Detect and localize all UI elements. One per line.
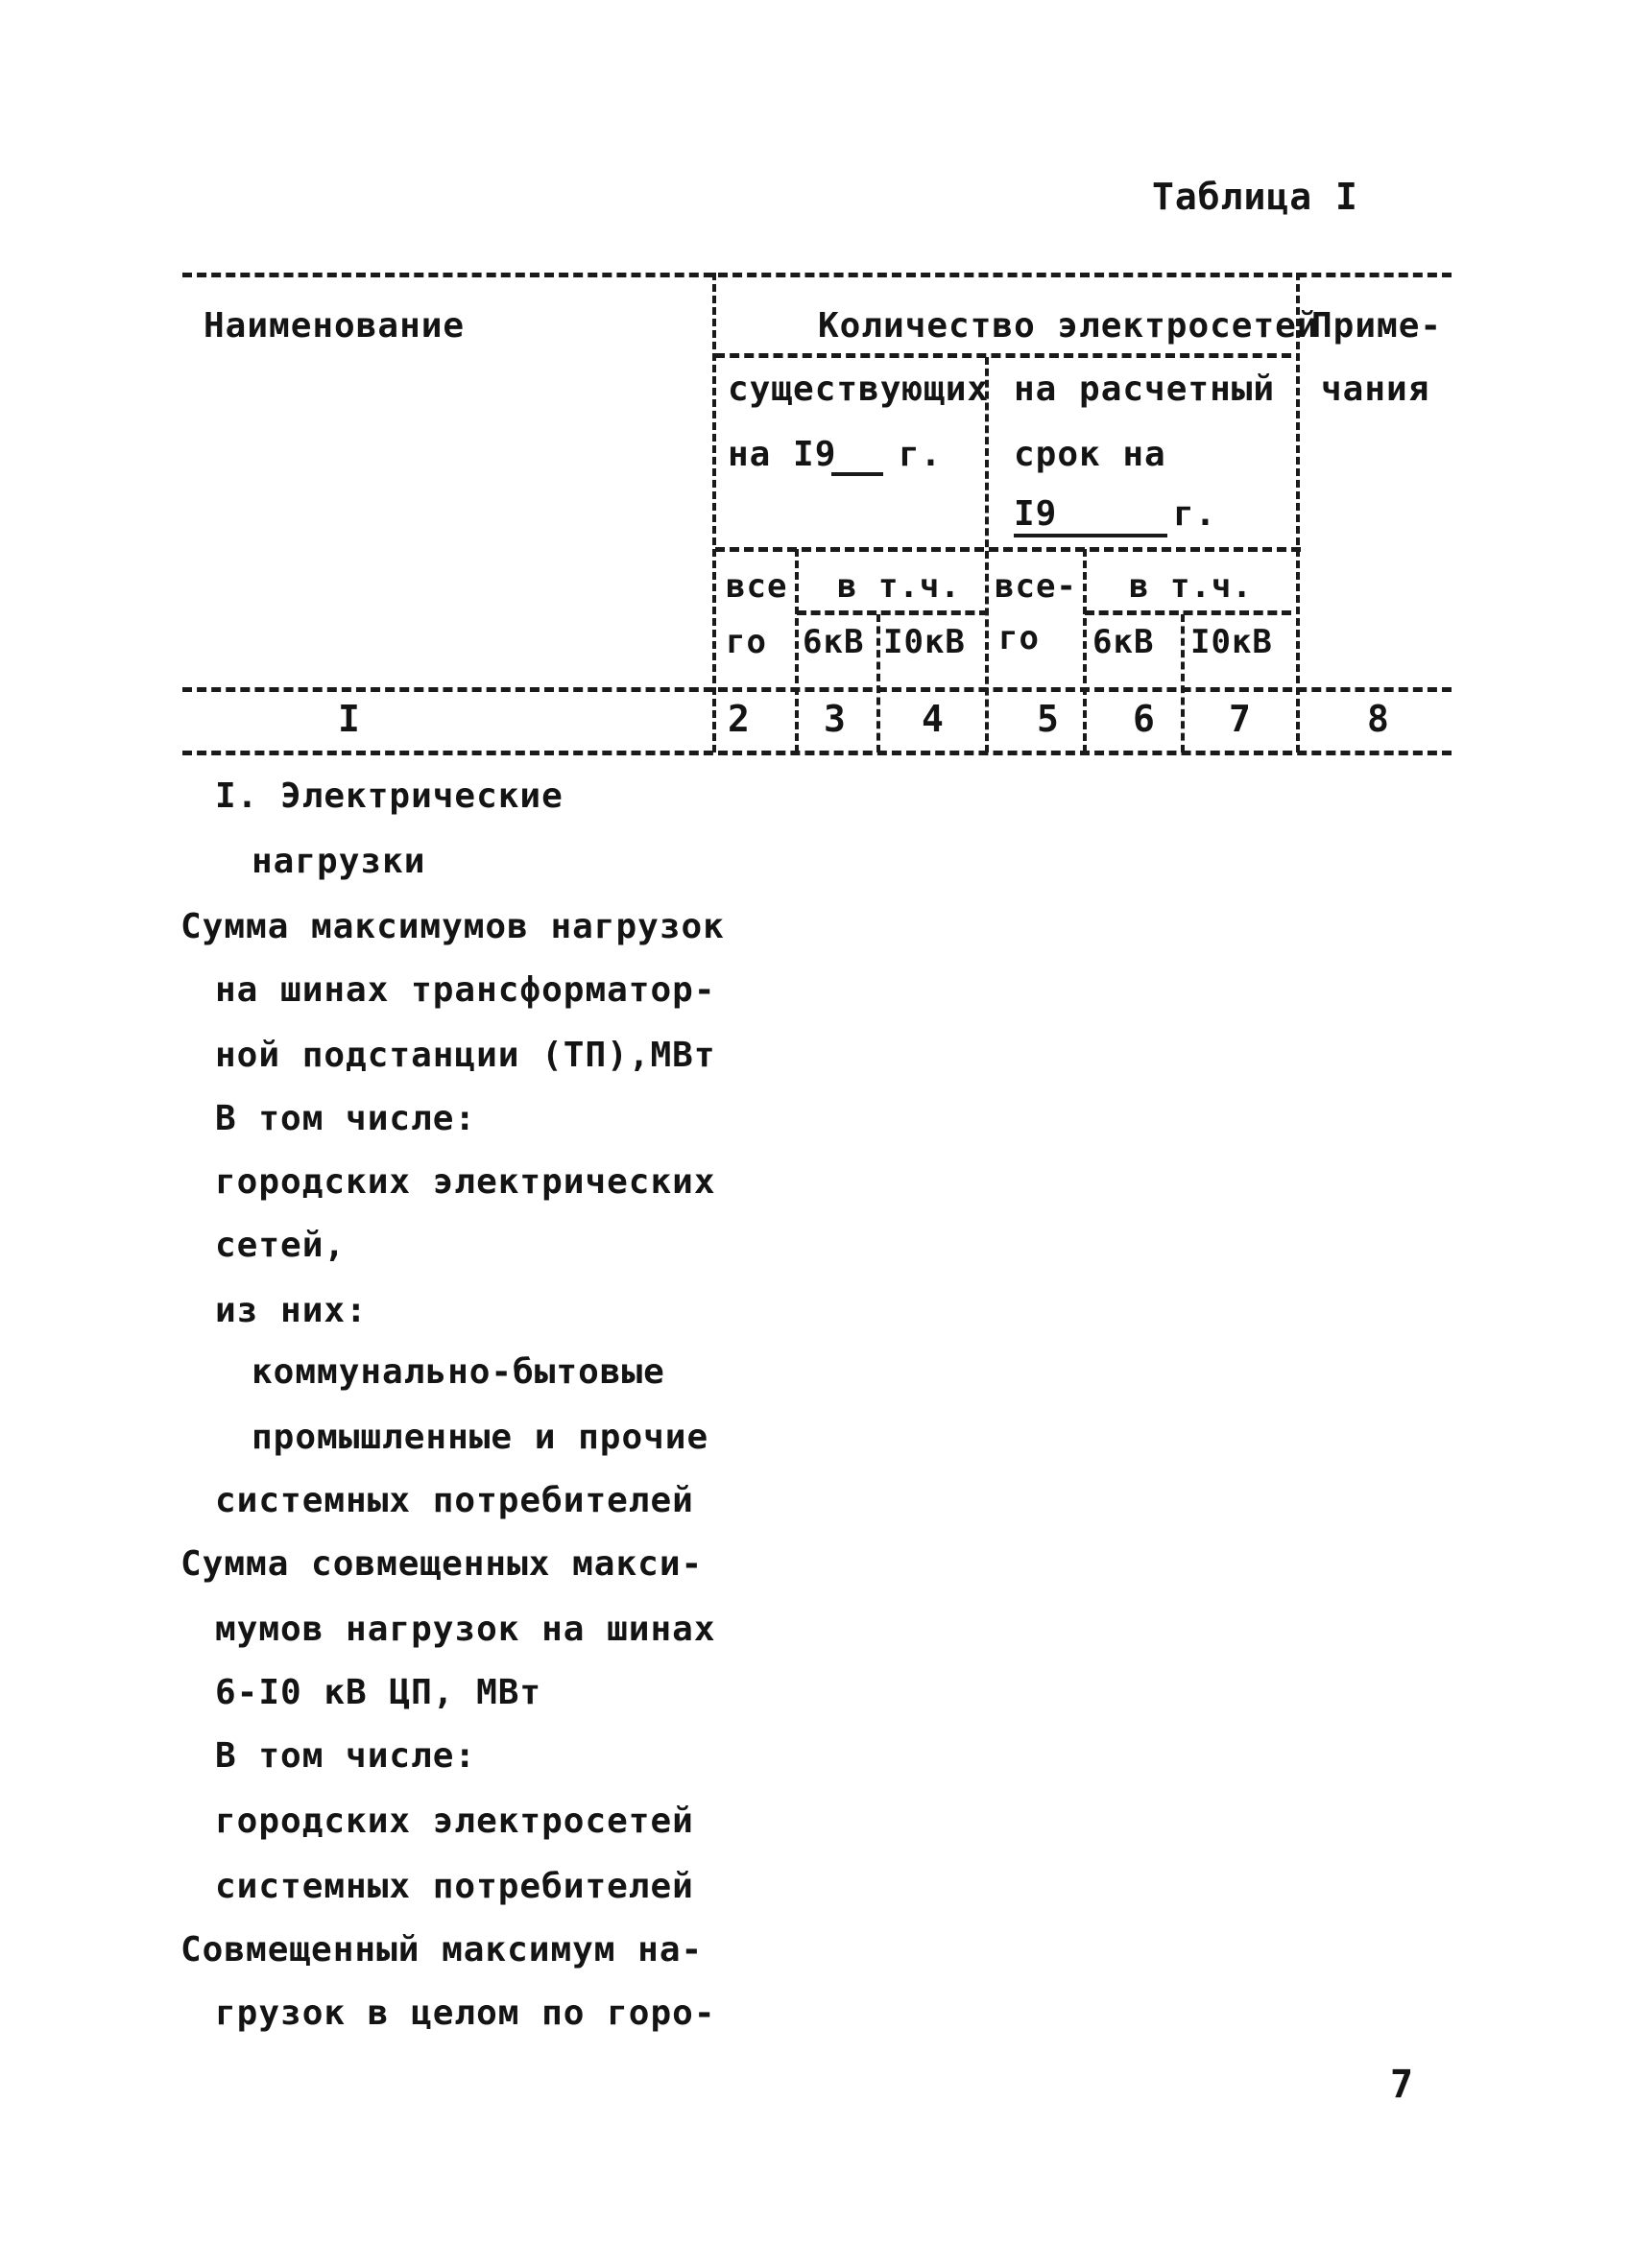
header-10kv-a: I0кВ xyxy=(883,623,966,661)
header-notes-2: чания xyxy=(1321,370,1430,409)
header-incl-a: в т.ч. xyxy=(837,567,961,606)
rule-v-total-a xyxy=(795,549,799,752)
row-label: сетей, xyxy=(215,1226,347,1265)
rule-v-total-b xyxy=(1083,549,1087,752)
row-label: В том числе: xyxy=(215,1099,477,1138)
row-label: I. Электрические xyxy=(215,776,564,816)
header-quantity: Количество электросетей xyxy=(818,306,1319,346)
header-6kv-b: 6кВ xyxy=(1092,623,1155,661)
col-number-2: 2 xyxy=(728,698,751,740)
row-label: мумов нагрузок на шинах xyxy=(215,1610,716,1649)
col-number-3: 3 xyxy=(824,698,847,740)
rule-header-bottom xyxy=(182,687,1452,692)
header-planned-3: I9 xyxy=(1014,494,1058,534)
rule-v-name xyxy=(712,273,716,752)
row-label: 6-I0 кВ ЦП, МВт xyxy=(215,1673,542,1712)
rule-numbers-bottom xyxy=(182,751,1452,755)
rule-v-period xyxy=(985,357,989,752)
header-existing-2: на I9 xyxy=(728,435,837,474)
header-incl-b: в т.ч. xyxy=(1129,567,1253,606)
row-label: коммунально-бытовые xyxy=(252,1352,665,1392)
planned-year-blank xyxy=(1014,534,1167,537)
col-number-7: 7 xyxy=(1229,698,1252,740)
row-label: городских электросетей xyxy=(215,1802,694,1841)
row-label: ной подстанции (ТП),МВт xyxy=(215,1036,716,1075)
row-label: системных потребителей xyxy=(215,1867,694,1906)
row-label: городских электрических xyxy=(215,1162,716,1202)
col-number-8: 8 xyxy=(1367,698,1390,740)
header-total-b-1: все- xyxy=(995,567,1077,606)
rule-incl-b xyxy=(1085,610,1291,615)
header-notes-1: Приме- xyxy=(1311,306,1443,346)
row-label: Сумма максимумов нагрузок xyxy=(180,907,725,946)
header-planned-1: на расчетный xyxy=(1014,370,1276,409)
header-total-a-2: го xyxy=(726,623,767,661)
col-number-4: 4 xyxy=(922,698,945,740)
col-number-1: I xyxy=(338,698,361,740)
header-planned-2: срок на xyxy=(1014,435,1166,474)
col-number-6: 6 xyxy=(1133,698,1156,740)
row-label: нагрузки xyxy=(252,842,426,881)
rule-top xyxy=(182,273,1452,277)
header-existing-1: существующих xyxy=(728,370,990,409)
header-10kv-b: I0кВ xyxy=(1190,623,1273,661)
existing-year-blank xyxy=(831,472,883,476)
rule-quantity-bottom xyxy=(715,353,1291,358)
page-number: 7 xyxy=(1390,2063,1415,2107)
header-existing-year: г. xyxy=(899,435,943,474)
row-label: Совмещенный максимум на- xyxy=(180,1930,704,1970)
header-name: Наименование xyxy=(204,306,466,346)
row-label: грузок в целом по горо- xyxy=(215,1993,716,2033)
row-label: на шинах трансформатор- xyxy=(215,970,716,1010)
table-title: Таблица I xyxy=(1152,176,1358,218)
rule-incl-a xyxy=(797,610,989,615)
rule-v-6kv-b xyxy=(1181,614,1185,752)
rule-period-bottom xyxy=(715,547,1301,552)
header-6kv-a: 6кВ xyxy=(803,623,865,661)
row-label: промышленные и прочие xyxy=(252,1418,709,1457)
header-planned-year: г. xyxy=(1173,494,1217,534)
header-total-a-1: все xyxy=(726,567,788,606)
rule-v-6kv-a xyxy=(876,614,880,752)
header-total-b-2: го xyxy=(998,619,1040,657)
row-label: системных потребителей xyxy=(215,1481,694,1520)
col-number-5: 5 xyxy=(1037,698,1060,740)
row-label: В том числе: xyxy=(215,1736,477,1776)
row-label: Сумма совмещенных макси- xyxy=(180,1544,704,1584)
row-label: из них: xyxy=(215,1291,368,1330)
